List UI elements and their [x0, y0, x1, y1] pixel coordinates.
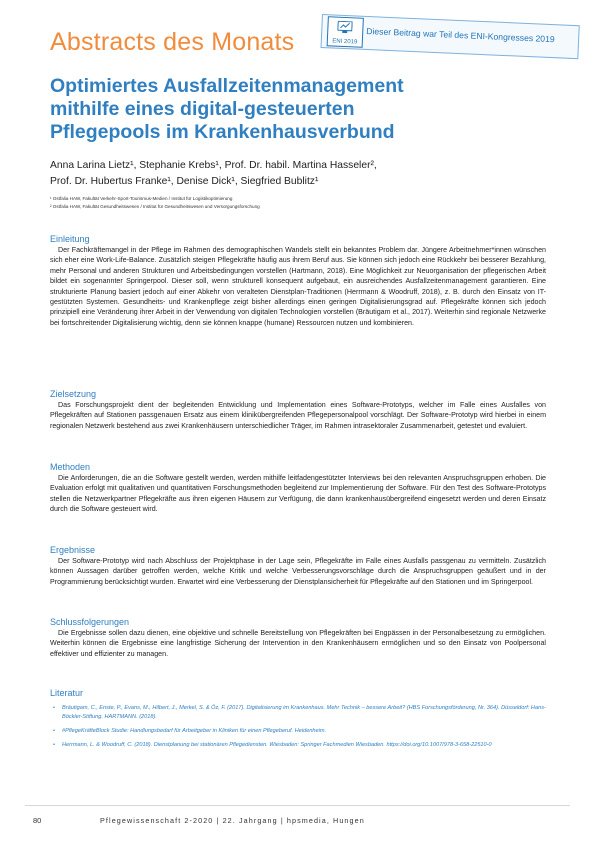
section-schlussfolgerungen [50, 617, 546, 659]
references-heading: Literatur [50, 688, 84, 698]
section-heading: Ergebnisse [50, 545, 96, 555]
congress-stamp [321, 14, 580, 59]
bullet-icon: • [53, 742, 55, 748]
section-body: Die Anforderungen, die an die Software gestellt werden, werden mithilfe leitfadengestützter Interviews bei den relevanten Anspruchsgruppen erhoben. Die Evaluation erfolgt mit qualitativen und quantitativen Forschungsmethoden begleitend zur Implementierung der Software. Für den Test des Software-Prototyps stellen die Netzwerkpartner Pflegekräfte aus ihren eigenen Häusern zur Verfügung, die dann krankenhausübergreifend eingesetzt werden und deren Einsatz durch die Software gesteuert wird. [50, 474, 546, 514]
eni-logo-icon [337, 21, 353, 35]
section-body: Die Ergebnisse sollen dazu dienen, eine objektive und schnelle Bereitstellung von Pflegekräften bei Engpässen in der Personalbesetzung zu ermöglichen. Weiterhin können die Ergebnisse eine langfristige Sicherung der Intervention in den Krankenhäusern ermöglichen und so den Einsatz von Poolpersonal effektiver und effizienter zu managen. [50, 629, 546, 658]
bullet-icon: • [53, 728, 55, 734]
section-ergebnisse [50, 545, 546, 587]
section-title: Abstracts des Monats [50, 28, 295, 56]
references [50, 688, 546, 755]
reference-item[interactable] [50, 741, 546, 750]
reference-text: #PflegeKräfteBlock Studie: Handlungsbedarf für Arbeitgeber in Kliniken für einen Pflegeberuf. Heidenheim. [62, 728, 327, 734]
section-heading: Methoden [50, 462, 91, 472]
section-body: Der Software-Prototyp wird nach Abschluss der Projektphase in der Lage sein, Pflegekräfte im Falle eines Ausfalls passgenau zu vermitteln. Zusätzlich können Aussagen darüber getroffen werden, welche Kritik und welche Verbesserungsvorschläge durch die Anspruchsgruppen geäußert und in der Programmierung berücksichtigt wurden. Erwartet wird eine Verbesserung der Dienstplansicherheit für Pflegekräfte auf den Stationen und im Springerpool. [50, 557, 546, 586]
footer-publication: Pflegewissenschaft 2-2020 | 22. Jahrgang | hpsmedia, Hungen [100, 816, 365, 825]
section-body: Das Forschungsprojekt dient der begleitenden Entwicklung und Implementation eines Software-Prototyps, welcher im Falle eines Ausfalles von Pflegekräften auf Stationen passgenauen Ersatz aus einem klinikübergreifenden Pflegepersonalpool vorschlägt. Der Software-Prototyp wird hierbei in einem regionalen Netzwerk bestehend aus zwei Krankenhäusern unterschiedlicher Träger, im Rahmen intrasektoraler Zusammenarbeit, getestet und evaluiert. [50, 401, 546, 430]
affiliation-1: ¹ Ostfalia HAW, Fakultät Verkehr-Sport-Tourismus-Medien / Institut für Logistikoptimierung [50, 196, 233, 201]
page-number: 80 [33, 816, 42, 825]
reference-text[interactable]: Herrmann, L. & Woodruff, C. (2018). Dienstplanung bei stationären Pflegediensten. Wiesbaden: Springer Fachmedien Wiesbaden. https://doi.org/10.1007/978-3-658-22510-0 [62, 742, 492, 748]
bullet-icon: • [53, 705, 55, 711]
section-zielsetzung [50, 389, 546, 431]
footer-divider [25, 805, 570, 806]
reference-text: Bräutigam, C., Enste, P., Evans, M., Hilbert, J., Merkel, S. & Öz, F. (2017). Digitalisierung im Krankenhaus. Mehr Technik – bessere Arbeit? (HBS Forschungsförderung, Nr. 364). Düsseldorf: Hans-Böckler-Stiftung. HARTMANN. (2018). [62, 705, 546, 720]
affiliation-2: ² Ostfalia HAW, Fakultät Gesundheitswesen / Institut für Gesundheitswesen und Versorgungsforschung [50, 204, 260, 209]
section-heading: Einleitung [50, 234, 90, 244]
section-body: Der Fachkräftemangel in der Pflege im Rahmen des demographischen Wandels stellt ein bekanntes Problem dar. Jüngere Arbeitnehmer*innen wünschen sich eher eine Work-Life-Balance. Zusätzlich steigen Pflegekräfte häufig aus ihrem Beruf aus. Sie können sich jedoch eine Rückkehr bei besserer Bezahlung, mehr Personal und anderen Strukturen und Arbeitsbedingungen vorstellen (Hartmann, 2018). Eine Möglichkeit zur Neuorganisation der pflegerischen Arbeit bildet ein sogenannter Springerpool. Dieser soll, wenn strukturell konsequent aufgebaut, ein ausreichendes Ausfallzeitenmanagement garantieren. Eine strukturierte Planung basiert jedoch auf einer Abkehr von veralteten Dienstplan-Traditionen (Herrmann & Woodruff, 2018), z. B. durch den Einsatz von IT-gestützten Systemen. Gesundheits- und Krankenpflege zeigt bisher allerdings einen geringen Digitalisierungsgrad auf. Pflegekräfte können sich jedoch prinzipiell eine Veränderung ihrer Arbeit in der Verwendung von digitalen Technologien vorstellen (Bräutigam et al., 2017). Weiterhin sind regionale Netzwerke bei fortschreitender Digitalisierung wichtig, denn sie können knappe (humane) Ressourcen nutzen und kombinieren. [50, 246, 546, 327]
article-title: Optimiertes Ausfallzeitenmanagement mithilfe eines digital-gesteuerten Pflegepools im Krankenhausverbund [50, 75, 404, 143]
section-methoden [50, 462, 546, 515]
section-heading: Zielsetzung [50, 389, 97, 399]
stamp-caption: Dieser Beitrag war Teil des ENI-Kongresses 2019 [366, 25, 555, 45]
section-heading: Schlussfolgerungen [50, 617, 130, 627]
reference-item [50, 704, 546, 722]
authors-line-1: Anna Larina Lietz¹, Stephanie Krebs¹, Prof. Dr. habil. Martina Hasseler², [50, 160, 377, 171]
authors-line-2: Prof. Dr. Hubertus Franke¹, Denise Dick¹, Siegfried Bublitz¹ [50, 175, 319, 187]
eni-logo-text: ENI 2019 [332, 38, 358, 46]
eni-logo [327, 16, 364, 48]
author-list [50, 158, 470, 189]
reference-item [50, 727, 546, 736]
section-einleitung [50, 234, 546, 328]
